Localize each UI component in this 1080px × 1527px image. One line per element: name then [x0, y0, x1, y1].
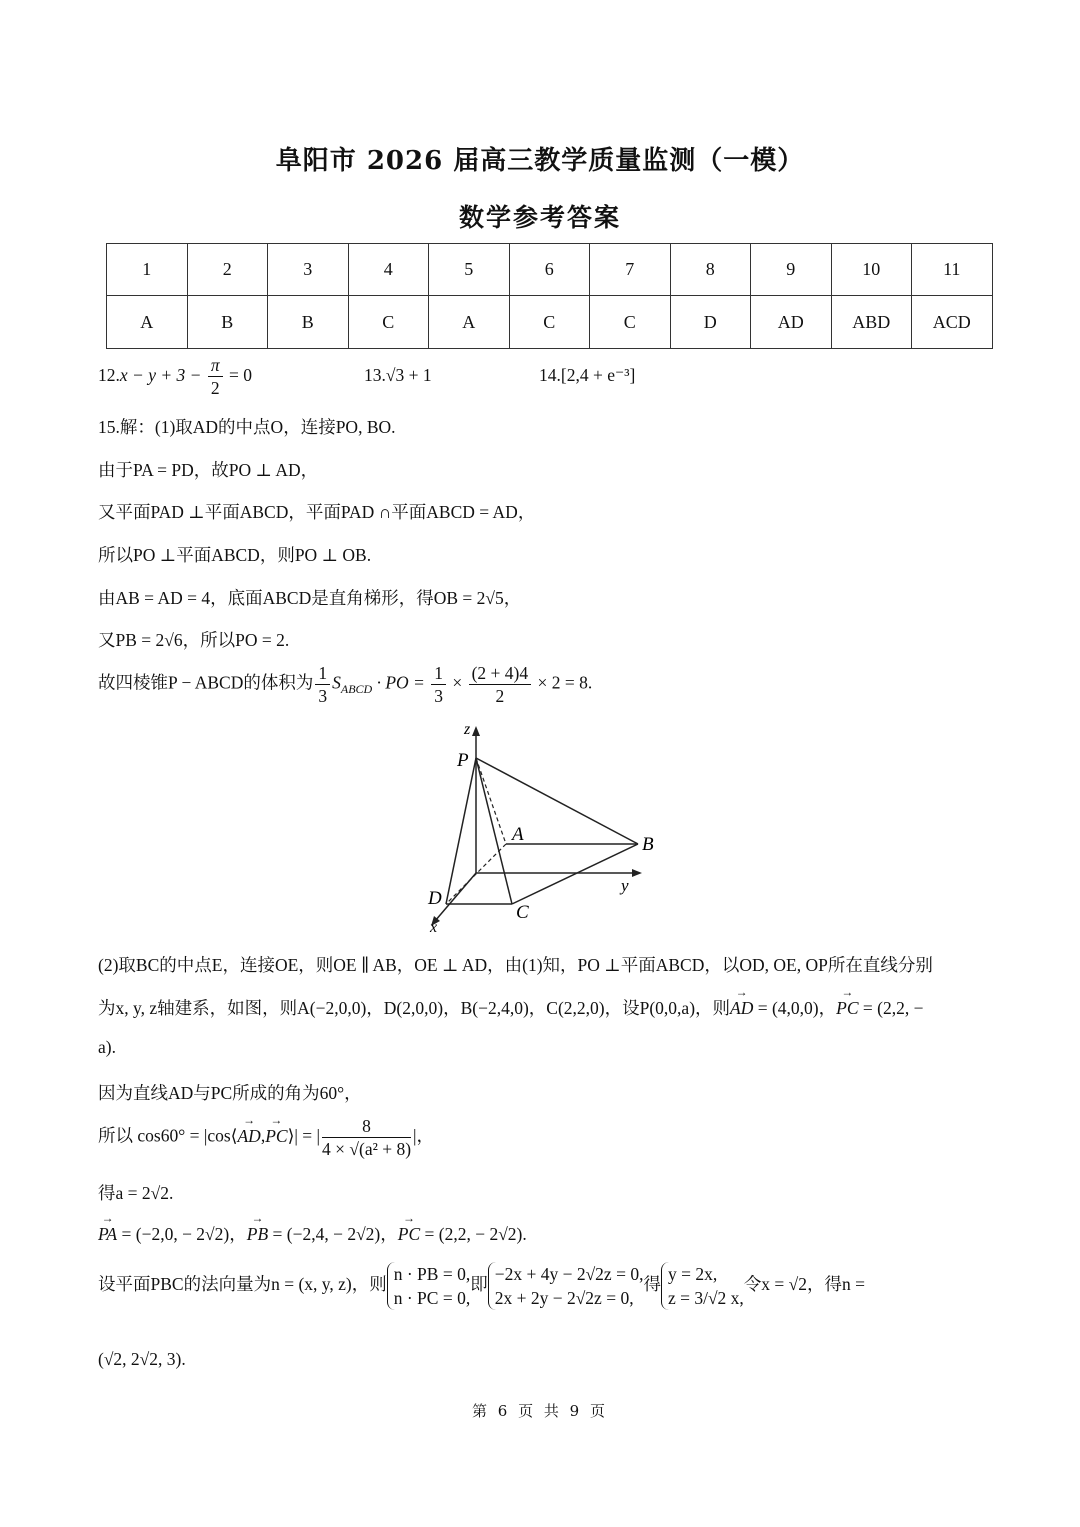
answer-cell: B	[268, 296, 349, 349]
edge-cb	[512, 844, 638, 904]
one-third-fraction-2	[431, 662, 446, 707]
vector-pa-value: = (−2,0, − 2√2)，	[117, 1224, 247, 1244]
vector-pa: → PA	[98, 1224, 117, 1245]
vector-pb-value: = (−2,4, − 2√2)，	[268, 1224, 398, 1244]
q15-part2-line-3: a).	[98, 1037, 116, 1057]
question-number: 3	[268, 244, 349, 296]
system-2-row-2: 2x + 2y − 2√2z = 0,	[494, 1288, 634, 1308]
label-a: A	[512, 824, 524, 845]
vector-ad: → AD	[237, 1126, 260, 1147]
system-2	[488, 1262, 644, 1310]
cos-close: |，	[413, 1125, 435, 1146]
question-number: 1	[107, 244, 188, 296]
q12-label: 12.	[98, 364, 120, 385]
label-c: C	[516, 902, 529, 923]
fraction-denominator: 2	[495, 686, 505, 706]
system-1	[387, 1262, 470, 1310]
answer-table-answer-row	[107, 296, 993, 349]
answer-cell: ACD	[912, 296, 993, 349]
vector-pc: → PC	[265, 1126, 287, 1147]
answer-cell: A	[429, 296, 510, 349]
coordinate-text: 为x, y, z轴建系，如图，则A(−2,0,0)，D(2,0,0)，B(−2,4,0)，C(2,2,0)，设P(0,0,a)，则	[98, 998, 731, 1018]
q12-fraction	[208, 354, 223, 399]
q15-line-1: 15.解：(1)取AD的中点O，连接PO, BO.	[98, 417, 396, 437]
q13-answer: 13.√3 + 1	[364, 365, 432, 385]
page-title: 阜阳市 2026 届高三教学质量监测（一模）	[275, 146, 805, 176]
label-x: x	[430, 919, 438, 936]
pyramid-figure	[410, 718, 680, 936]
q14-answer: 14.[2,4 + e⁻³]	[539, 365, 636, 385]
label-b: B	[642, 834, 654, 855]
answer-cell: D	[670, 296, 751, 349]
question-number: 8	[670, 244, 751, 296]
vector-ad: → AD	[730, 998, 753, 1019]
answer-cell: B	[187, 296, 268, 349]
q15-line-5: 由AB = AD = 4，底面ABCD是直角梯形，得OB = 2√5，	[98, 588, 522, 608]
vector-pc-value: = (2,2, −	[858, 998, 924, 1018]
volume-result: × 2 = 8.	[533, 672, 593, 693]
system-3-row-1: y = 2x,	[667, 1264, 718, 1284]
cos-fraction	[322, 1115, 411, 1160]
page-subtitle: 数学参考答案	[458, 203, 621, 232]
edge-pb	[476, 758, 638, 844]
q15-line-4: 所以PO ⊥平面ABCD，则PO ⊥ OB.	[98, 545, 372, 565]
cos-text: 所以 cos60° = |cos⟨	[98, 1125, 238, 1146]
fraction-denominator: 3	[434, 686, 443, 706]
question-number: 2	[187, 244, 268, 296]
page-footer: 第 6 页 共 9 页	[472, 1402, 608, 1420]
q15-volume-line	[98, 662, 592, 707]
answer-cell: C	[509, 296, 590, 349]
z-arrow-icon	[472, 726, 480, 736]
question-number: 5	[429, 244, 510, 296]
q12-denominator: 2	[210, 378, 220, 398]
q15-vectors-line	[98, 1221, 527, 1246]
q12-answer	[98, 355, 252, 398]
q15-part2-line-4: 因为直线AD与PC所成的角为60°，	[98, 1083, 362, 1103]
q12-expression: x − y + 3 −	[119, 364, 206, 385]
system-1-row-2: n · PC = 0,	[393, 1288, 471, 1308]
answer-cell: ABD	[831, 296, 912, 349]
label-d: D	[428, 888, 442, 909]
question-number: 7	[590, 244, 671, 296]
fraction-numerator: 8	[322, 1115, 411, 1138]
cos-equals: ⟩| = |	[287, 1125, 321, 1146]
vector-ad-value: = (4,0,0)，	[753, 998, 837, 1018]
question-number: 6	[509, 244, 590, 296]
y-arrow-icon	[632, 869, 642, 877]
fraction-denominator: 3	[318, 686, 328, 706]
area-symbol: S	[332, 672, 341, 693]
vector-pb: → PB	[247, 1224, 268, 1245]
vector-pc-value: = (2,2, − 2√2).	[420, 1224, 527, 1244]
q15-normal-line	[98, 1262, 865, 1310]
normal-text: 设平面PBC的法向量为n = (x, y, z)，则	[98, 1274, 387, 1295]
q12-numerator: π	[208, 354, 223, 377]
ji-text: 即	[470, 1274, 488, 1295]
answer-cell: C	[590, 296, 671, 349]
answer-cell: A	[107, 296, 188, 349]
q15-line-6: 又PB = 2√6，所以PO = 2.	[98, 630, 290, 650]
question-number: 4	[348, 244, 429, 296]
q15-line-3: 又平面PAD ⊥平面ABCD，平面PAD ∩平面ABCD = AD，	[98, 502, 536, 522]
fraction-numerator: 1	[315, 662, 330, 685]
answer-cell: AD	[751, 296, 832, 349]
area-fraction	[469, 662, 532, 707]
q15-part2-line-9: (√2, 2√2, 3).	[98, 1349, 186, 1369]
fraction-numerator: (2 + 4)4	[469, 662, 532, 685]
q15-part2-line-2	[98, 995, 923, 1020]
answer-table	[106, 243, 993, 349]
q15-cos-line: 所以 cos60° = |cos⟨→ AD,→ PC⟩| = | $\frac{8}{\text{4 × √(a² + 8)}}$ |，	[98, 1115, 434, 1160]
de-text: 得	[643, 1274, 661, 1295]
question-number: 11	[912, 244, 993, 296]
volume-text: 故四棱锥P − ABCD的体积为	[98, 672, 314, 693]
one-third-fraction	[315, 662, 330, 707]
vector-pc: → PC	[836, 998, 858, 1019]
label-y: y	[621, 876, 629, 895]
edge-pd	[446, 758, 476, 904]
q12-tail: = 0	[224, 364, 252, 385]
fraction-numerator: 1	[431, 662, 446, 685]
label-z: z	[464, 721, 471, 738]
system-3-row-2: z = 3/√2 x,	[667, 1288, 744, 1308]
volume-expr: · PO =	[372, 672, 430, 693]
q15-line-2: 由于PA = PD，故PO ⊥ AD，	[98, 460, 319, 480]
q15-part2-line-6: 得a = 2√2.	[98, 1183, 174, 1203]
answer-cell: C	[348, 296, 429, 349]
edge-pc	[476, 758, 512, 904]
normal-result-text: 令x = √2，得n =	[743, 1274, 866, 1295]
q15-part2-line-1: (2)取BC的中点E，连接OE，则OE ∥ AB，OE ⊥ AD，由(1)知，PO ⊥平面ABCD，以OD, OE, OP所在直线分别	[98, 955, 933, 975]
system-3	[661, 1262, 744, 1310]
vector-pc: → PC	[398, 1224, 420, 1245]
times-sign: ×	[447, 672, 467, 693]
label-p: P	[457, 750, 469, 771]
question-number: 9	[751, 244, 832, 296]
fraction-denominator: 4 × √(a² + 8)	[322, 1139, 412, 1159]
question-number: 10	[831, 244, 912, 296]
fill-in-answers	[98, 354, 252, 399]
system-2-row-1: −2x + 4y − 2√2z = 0,	[494, 1264, 644, 1284]
answer-table-header-row	[107, 244, 993, 296]
area-subscript: ABCD	[340, 682, 373, 697]
system-1-row-1: n · PB = 0,	[393, 1264, 471, 1284]
